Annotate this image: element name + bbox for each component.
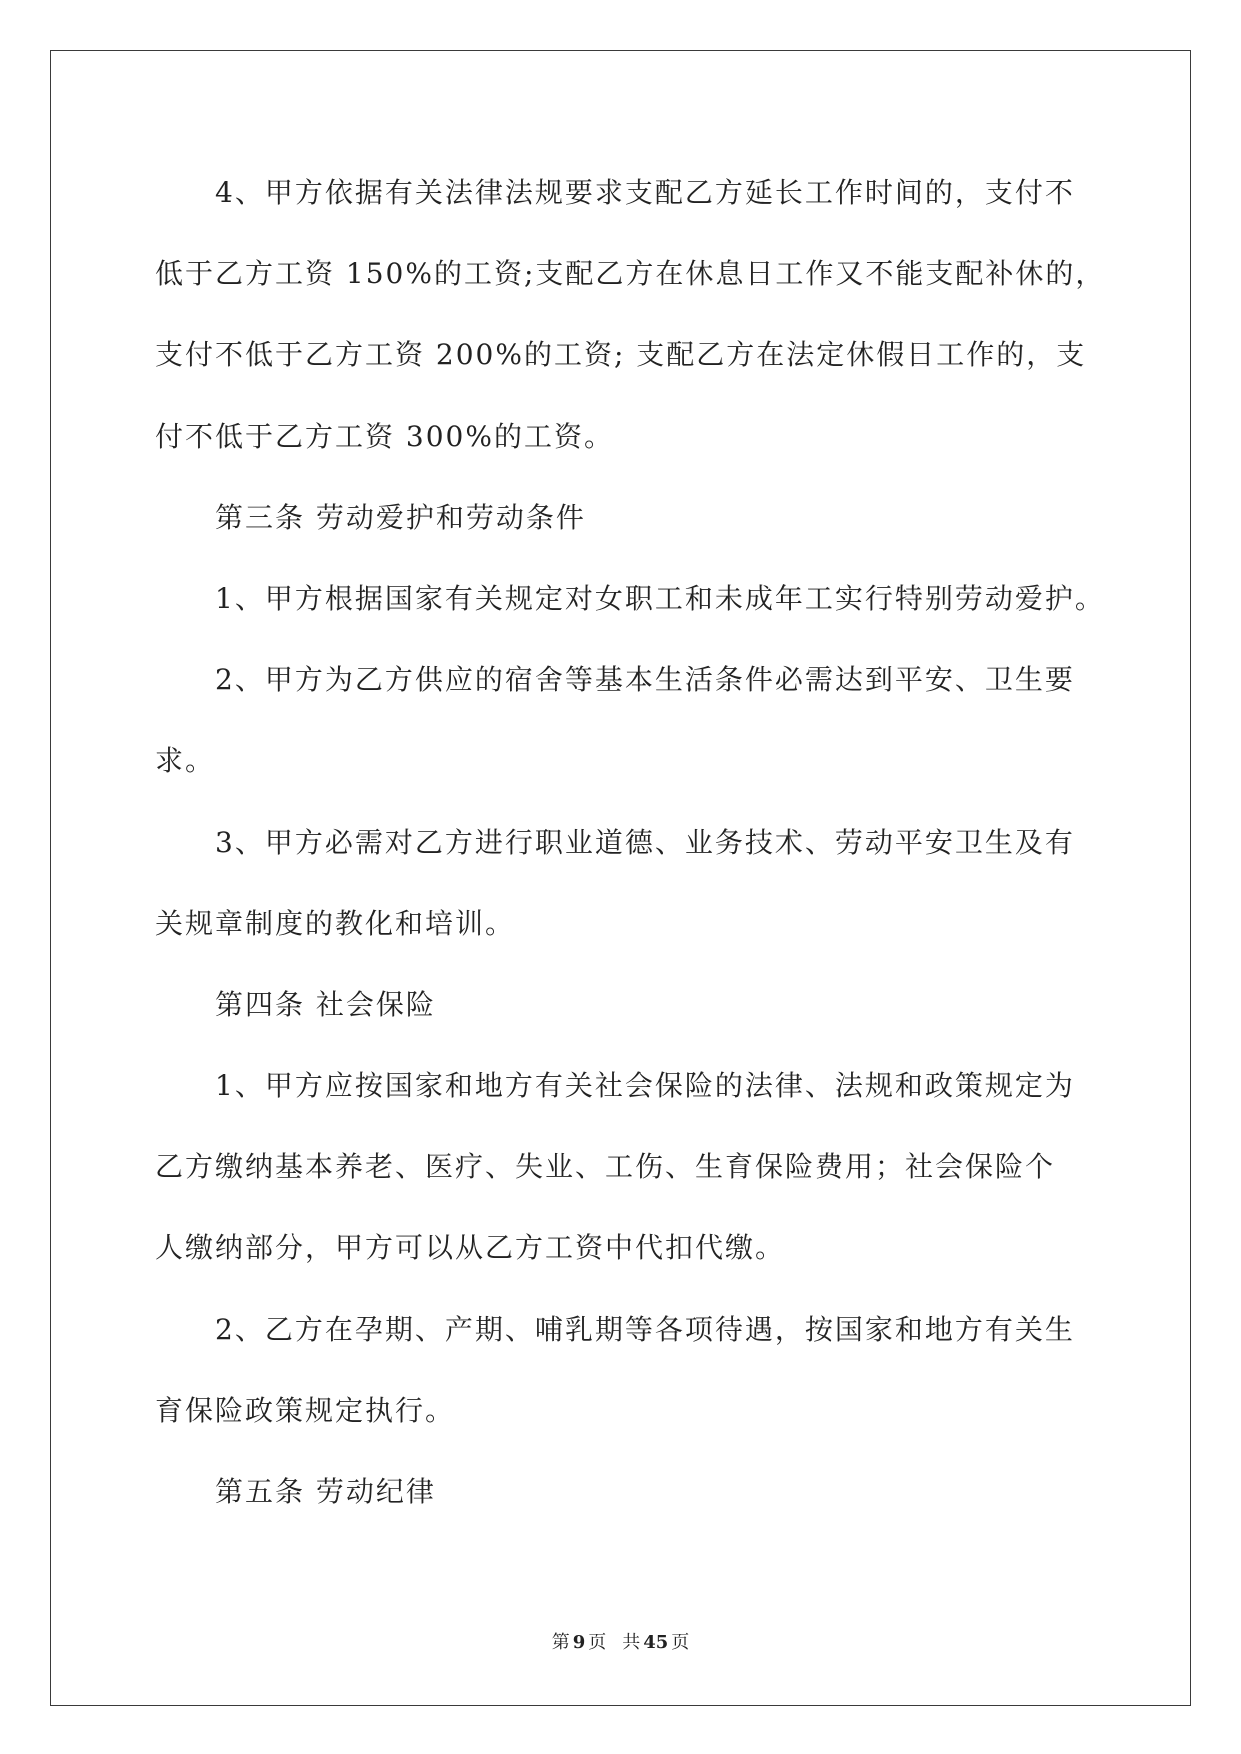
paragraph (155, 152, 1155, 477)
total-pages-prefix: 共 (622, 1632, 641, 1653)
text-line: 付不低于乙方工资 300%的工资。 (155, 419, 614, 453)
page-footer (0, 1628, 1241, 1654)
text-line: 1、甲方应按国家和地方有关社会保险的法律、法规和政策规定为 (215, 1069, 1075, 1103)
text-line: 1、甲方根据国家有关规定对女职工和未成年工实行特别劳动爱护。 (215, 581, 1105, 615)
total-pages: 45 (643, 1632, 669, 1653)
text-line: 3、甲方必需对乙方进行职业道德、业务技术、劳动平安卫生及有 (215, 825, 1075, 859)
text-line: 2、乙方在孕期、产期、哺乳期等各项待遇，按国家和地方有关生 (215, 1312, 1075, 1346)
text-line: 乙方缴纳基本养老、医疗、失业、工伤、生育保险费用；社会保险个 (155, 1150, 1056, 1184)
text-line: 关规章制度的教化和培训。 (155, 906, 516, 940)
section-heading-text: 第三条 劳动爱护和劳动条件 (215, 500, 586, 534)
section-heading (155, 964, 1155, 1045)
paragraph (155, 1045, 1155, 1289)
text-line: 人缴纳部分，甲方可以从乙方工资中代扣代缴。 (155, 1231, 786, 1265)
section-heading (155, 1451, 1155, 1532)
text-line: 求。 (155, 744, 216, 778)
section-heading (155, 477, 1155, 558)
section-heading-text: 第五条 劳动纪律 (215, 1475, 436, 1508)
text-line: 育保险政策规定执行。 (155, 1393, 456, 1427)
document-body (155, 152, 1155, 1532)
page-number-suffix: 页 (588, 1632, 607, 1653)
section-heading-text: 第四条 社会保险 (215, 987, 436, 1021)
total-pages-suffix: 页 (671, 1632, 690, 1653)
text-line: 2、甲方为乙方供应的宿舍等基本生活条件必需达到平安、卫生要 (215, 663, 1075, 697)
paragraph (155, 558, 1155, 639)
paragraph (155, 639, 1155, 801)
text-line: 低于乙方工资 150%的工资;支配乙方在休息日工作又不能支配补休的， (155, 257, 1106, 291)
text-line: 4、甲方依据有关法律法规要求支配乙方延长工作时间的，支付不 (215, 176, 1075, 209)
text-line: 支付不低于乙方工资 200%的工资; 支配乙方在法定休假日工作的，支 (155, 338, 1087, 372)
page-number-prefix: 第 (551, 1632, 570, 1653)
paragraph (155, 1289, 1155, 1451)
page-number: 9 (572, 1632, 586, 1653)
paragraph (155, 802, 1155, 964)
